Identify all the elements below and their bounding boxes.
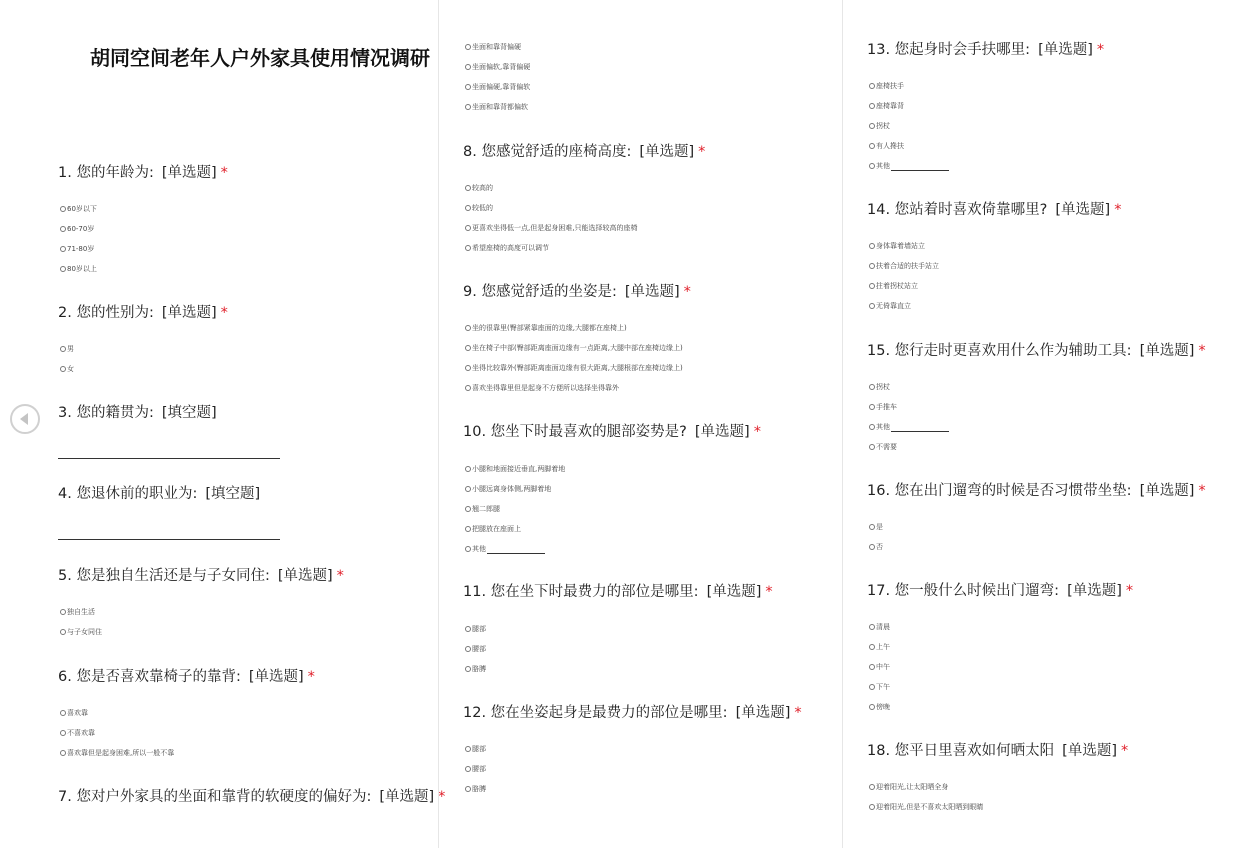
radio-option[interactable] bbox=[869, 141, 904, 151]
option-label: 腿部 bbox=[472, 745, 486, 753]
radio-circle-icon[interactable] bbox=[60, 750, 66, 756]
text-answer-field[interactable] bbox=[58, 458, 280, 459]
option-label: 拐杖 bbox=[876, 122, 890, 130]
question-text: 16. 您在出门遛弯的时候是否习惯带坐垫: bbox=[867, 483, 1132, 499]
radio-circle-icon[interactable] bbox=[465, 185, 471, 191]
radio-circle-icon[interactable] bbox=[60, 629, 66, 635]
question-text: 10. 您坐下时最喜欢的腿部姿势是? bbox=[463, 424, 687, 440]
radio-circle-icon[interactable] bbox=[869, 243, 875, 249]
radio-circle-icon[interactable] bbox=[465, 486, 471, 492]
radio-option[interactable] bbox=[465, 82, 530, 92]
radio-option[interactable] bbox=[869, 442, 897, 452]
question-13 bbox=[867, 40, 1104, 60]
radio-circle-icon[interactable] bbox=[60, 609, 66, 615]
radio-circle-icon[interactable] bbox=[869, 784, 875, 790]
option-label: 与子女同住 bbox=[67, 628, 102, 636]
radio-option[interactable] bbox=[869, 301, 911, 311]
radio-option[interactable] bbox=[869, 241, 925, 251]
radio-circle-icon[interactable] bbox=[465, 746, 471, 752]
radio-option[interactable] bbox=[465, 504, 500, 514]
radio-circle-icon[interactable] bbox=[869, 544, 875, 550]
option-label: 较低的 bbox=[472, 204, 493, 212]
option-label: 坐在椅子中部(臀部距离座面边缘有一点距离,大腿中部在座椅边缘上) bbox=[472, 344, 683, 352]
question-type: [单选题] bbox=[694, 424, 750, 440]
option-label: 坐面和靠背偏硬 bbox=[472, 43, 521, 51]
question-2 bbox=[58, 303, 228, 323]
option-label: 其他 bbox=[876, 423, 890, 431]
option-label: 拐杖 bbox=[876, 383, 890, 391]
radio-option[interactable] bbox=[60, 204, 97, 214]
radio-circle-icon[interactable] bbox=[869, 444, 875, 450]
radio-circle-icon[interactable] bbox=[869, 804, 875, 810]
radio-circle-icon[interactable] bbox=[869, 283, 875, 289]
required-mark: * bbox=[336, 568, 344, 584]
option-label: 清晨 bbox=[876, 623, 890, 631]
option-label: 坐的很靠里(臀部紧靠座面的边缘,大腿都在座椅上) bbox=[472, 324, 627, 332]
survey-column-2 bbox=[438, 0, 842, 848]
option-label: 无倚靠直立 bbox=[876, 302, 911, 310]
question-6 bbox=[58, 667, 315, 687]
other-text-field[interactable] bbox=[487, 547, 545, 554]
radio-option[interactable] bbox=[465, 183, 493, 193]
question-17 bbox=[867, 581, 1133, 601]
question-type: [单选题] bbox=[624, 284, 680, 300]
radio-circle-icon[interactable] bbox=[869, 83, 875, 89]
option-label: 胳膊 bbox=[472, 785, 486, 793]
question-7 bbox=[58, 787, 445, 807]
question-text: 14. 您站着时喜欢倚靠哪里? bbox=[867, 202, 1048, 218]
radio-option[interactable] bbox=[869, 622, 890, 632]
option-label: 较高的 bbox=[472, 184, 493, 192]
radio-option[interactable] bbox=[869, 382, 890, 392]
radio-option[interactable] bbox=[465, 243, 549, 253]
radio-option[interactable] bbox=[869, 522, 883, 532]
radio-option[interactable] bbox=[465, 484, 551, 494]
option-label: 拄着拐杖站立 bbox=[876, 282, 918, 290]
option-label: 男 bbox=[67, 345, 74, 353]
option-label: 迎着阳光,但是不喜欢太阳晒到眼睛 bbox=[876, 803, 984, 811]
question-type: [填空题] bbox=[161, 405, 217, 421]
radio-circle-icon[interactable] bbox=[465, 666, 471, 672]
radio-circle-icon[interactable] bbox=[465, 205, 471, 211]
option-label: 80岁以上 bbox=[67, 265, 97, 273]
question-text: 5. 您是独自生活还是与子女同住: bbox=[58, 568, 270, 584]
radio-circle-icon[interactable] bbox=[869, 424, 875, 430]
question-type: [单选题] bbox=[379, 789, 435, 805]
other-text-field[interactable] bbox=[891, 425, 949, 432]
radio-circle-icon[interactable] bbox=[869, 143, 875, 149]
radio-circle-icon[interactable] bbox=[465, 345, 471, 351]
radio-option[interactable] bbox=[465, 363, 683, 373]
option-label: 身体靠着墙站立 bbox=[876, 242, 925, 250]
required-mark: * bbox=[698, 144, 706, 160]
radio-circle-icon[interactable] bbox=[869, 644, 875, 650]
option-label: 腰部 bbox=[472, 645, 486, 653]
question-4 bbox=[58, 484, 260, 504]
question-text: 11. 您在坐下时最费力的部位是哪里: bbox=[463, 584, 699, 600]
option-label: 坐得比较靠外(臀部距离座面边缘有很大距离,大腿根部在座椅边缘上) bbox=[472, 364, 683, 372]
radio-circle-icon[interactable] bbox=[869, 303, 875, 309]
radio-option[interactable] bbox=[465, 784, 486, 794]
option-label: 不需要 bbox=[876, 443, 897, 451]
radio-option[interactable] bbox=[869, 121, 890, 131]
option-label: 喜欢靠但是起身困难,所以一般不靠 bbox=[67, 749, 175, 757]
radio-circle-icon[interactable] bbox=[60, 226, 66, 232]
radio-option[interactable] bbox=[869, 261, 939, 271]
chevron-left-icon bbox=[20, 413, 28, 425]
radio-circle-icon[interactable] bbox=[465, 365, 471, 371]
previous-page-button[interactable] bbox=[10, 404, 40, 434]
radio-circle-icon[interactable] bbox=[60, 266, 66, 272]
question-type: [单选题] bbox=[1067, 583, 1122, 599]
survey-column-1 bbox=[0, 0, 446, 848]
radio-option[interactable] bbox=[465, 644, 486, 654]
radio-circle-icon[interactable] bbox=[465, 325, 471, 331]
radio-option[interactable] bbox=[60, 607, 95, 617]
question-15 bbox=[867, 341, 1206, 361]
question-text: 3. 您的籍贯为: bbox=[58, 405, 154, 421]
radio-option[interactable] bbox=[60, 264, 97, 274]
option-label: 座椅靠背 bbox=[876, 102, 904, 110]
radio-option[interactable] bbox=[869, 702, 890, 712]
radio-option[interactable] bbox=[465, 624, 486, 634]
radio-option[interactable] bbox=[869, 402, 897, 412]
radio-option[interactable] bbox=[465, 62, 530, 72]
radio-circle-icon[interactable] bbox=[465, 44, 471, 50]
radio-circle-icon[interactable] bbox=[60, 206, 66, 212]
question-type: [单选题] bbox=[1038, 42, 1093, 58]
radio-circle-icon[interactable] bbox=[869, 103, 875, 109]
question-type: [单选题] bbox=[1139, 343, 1195, 359]
required-mark: * bbox=[1125, 583, 1134, 599]
radio-circle-icon[interactable] bbox=[465, 64, 471, 70]
radio-option[interactable] bbox=[465, 764, 486, 774]
question-text: 18. 您平日里喜欢如何晒太阳 bbox=[867, 743, 1055, 759]
question-type: [单选题] bbox=[706, 584, 762, 600]
required-mark: * bbox=[220, 165, 228, 181]
option-label: 不喜欢靠 bbox=[67, 729, 95, 737]
question-type: [单选题] bbox=[277, 568, 333, 584]
radio-option[interactable] bbox=[465, 524, 521, 534]
question-type: [填空题] bbox=[205, 486, 261, 502]
radio-circle-icon[interactable] bbox=[465, 786, 471, 792]
radio-circle-icon[interactable] bbox=[869, 684, 875, 690]
required-mark: * bbox=[1114, 202, 1122, 218]
question-text: 6. 您是否喜欢靠椅子的靠背: bbox=[58, 669, 241, 685]
question-text: 8. 您感觉舒适的座椅高度: bbox=[463, 144, 632, 160]
radio-option[interactable] bbox=[465, 42, 521, 52]
option-label: 座椅扶手 bbox=[876, 82, 904, 90]
radio-option[interactable] bbox=[869, 281, 918, 291]
question-14 bbox=[867, 200, 1121, 220]
radio-option[interactable] bbox=[869, 682, 890, 692]
question-5 bbox=[58, 566, 344, 586]
option-label: 迎着阳光,让太阳晒全身 bbox=[876, 783, 949, 791]
required-mark: * bbox=[753, 424, 761, 440]
radio-option[interactable] bbox=[465, 203, 493, 213]
option-label: 更喜欢坐得低一点,但是起身困难,只能选择较高的座椅 bbox=[472, 224, 638, 232]
option-label: 中午 bbox=[876, 663, 890, 671]
question-3 bbox=[58, 403, 217, 423]
radio-option[interactable] bbox=[869, 782, 948, 792]
required-mark: * bbox=[683, 284, 691, 300]
radio-option[interactable] bbox=[60, 748, 174, 758]
option-label: 胳膊 bbox=[472, 665, 486, 673]
survey-column-3 bbox=[842, 0, 1236, 848]
question-text: 4. 您退休前的职业为: bbox=[58, 486, 198, 502]
required-mark: * bbox=[794, 705, 802, 721]
radio-circle-icon[interactable] bbox=[60, 246, 66, 252]
option-label: 60岁以下 bbox=[67, 205, 97, 213]
option-label: 腿部 bbox=[472, 625, 486, 633]
option-label: 其他 bbox=[472, 545, 486, 553]
option-other[interactable] bbox=[465, 544, 545, 554]
option-label: 傍晚 bbox=[876, 703, 890, 711]
radio-option[interactable] bbox=[465, 102, 528, 112]
option-label: 上午 bbox=[876, 643, 890, 651]
option-label: 71-80岁 bbox=[67, 245, 95, 253]
option-label: 是 bbox=[876, 523, 883, 531]
question-type: [单选题] bbox=[1062, 743, 1117, 759]
radio-circle-icon[interactable] bbox=[465, 104, 471, 110]
option-label: 希望座椅的高度可以调节 bbox=[472, 244, 549, 252]
radio-circle-icon[interactable] bbox=[60, 730, 66, 736]
radio-option[interactable] bbox=[869, 81, 904, 91]
survey-title: 胡同空间老年人户外家具使用情况调研 bbox=[90, 46, 430, 70]
option-label: 腰部 bbox=[472, 765, 486, 773]
question-16 bbox=[867, 481, 1206, 501]
question-18 bbox=[867, 741, 1128, 761]
option-label: 把腿放在座面上 bbox=[472, 525, 521, 533]
radio-option[interactable] bbox=[869, 802, 983, 812]
question-type: [单选题] bbox=[1055, 202, 1111, 218]
radio-circle-icon[interactable] bbox=[465, 225, 471, 231]
question-text: 2. 您的性别为: bbox=[58, 305, 154, 321]
radio-circle-icon[interactable] bbox=[465, 385, 471, 391]
option-label: 喜欢靠 bbox=[67, 709, 88, 717]
option-label: 女 bbox=[67, 365, 74, 373]
radio-option[interactable] bbox=[60, 627, 102, 637]
radio-circle-icon[interactable] bbox=[465, 546, 471, 552]
radio-circle-icon[interactable] bbox=[869, 704, 875, 710]
option-label: 否 bbox=[876, 543, 883, 551]
option-label: 坐面和靠背都偏软 bbox=[472, 103, 528, 111]
question-type: [单选题] bbox=[735, 705, 791, 721]
option-label: 60-70岁 bbox=[67, 225, 95, 233]
radio-option[interactable] bbox=[465, 664, 486, 674]
radio-circle-icon[interactable] bbox=[465, 466, 471, 472]
radio-circle-icon[interactable] bbox=[869, 524, 875, 530]
required-mark: * bbox=[438, 789, 446, 805]
radio-circle-icon[interactable] bbox=[465, 646, 471, 652]
option-other[interactable] bbox=[869, 161, 949, 171]
option-label: 喜欢坐得靠里但是起身不方便所以选择坐得靠外 bbox=[472, 384, 619, 392]
option-label: 翘二郎腿 bbox=[472, 505, 500, 513]
radio-option[interactable] bbox=[60, 224, 94, 234]
text-answer-field[interactable] bbox=[58, 539, 280, 540]
radio-circle-icon[interactable] bbox=[465, 245, 471, 251]
option-label: 坐面偏软,靠背偏硬 bbox=[472, 63, 531, 71]
question-type: [单选题] bbox=[1139, 483, 1195, 499]
option-label: 手推车 bbox=[876, 403, 897, 411]
question-text: 12. 您在坐姿起身是最费力的部位是哪里: bbox=[463, 705, 728, 721]
question-type: [单选题] bbox=[161, 165, 217, 181]
radio-option[interactable] bbox=[60, 244, 94, 254]
required-mark: * bbox=[1096, 42, 1105, 58]
radio-circle-icon[interactable] bbox=[465, 626, 471, 632]
question-text: 17. 您一般什么时候出门遛弯: bbox=[867, 583, 1060, 599]
question-text: 1. 您的年龄为: bbox=[58, 165, 154, 181]
required-mark: * bbox=[1198, 483, 1206, 499]
radio-option[interactable] bbox=[869, 101, 904, 111]
radio-option[interactable] bbox=[60, 728, 95, 738]
question-type: [单选题] bbox=[248, 669, 304, 685]
option-label: 小腿远离身体侧,两脚着地 bbox=[472, 485, 552, 493]
option-label: 小腿和地面接近垂直,两脚着地 bbox=[472, 465, 566, 473]
question-11 bbox=[463, 582, 773, 602]
radio-circle-icon[interactable] bbox=[465, 526, 471, 532]
radio-option[interactable] bbox=[465, 223, 637, 233]
radio-option[interactable] bbox=[869, 662, 890, 672]
question-text: 9. 您感觉舒适的坐姿是: bbox=[463, 284, 617, 300]
required-mark: * bbox=[220, 305, 228, 321]
radio-circle-icon[interactable] bbox=[869, 624, 875, 630]
radio-circle-icon[interactable] bbox=[60, 710, 66, 716]
radio-option[interactable] bbox=[465, 343, 683, 353]
option-label: 其他 bbox=[876, 162, 890, 170]
radio-circle-icon[interactable] bbox=[60, 346, 66, 352]
option-label: 有人搀扶 bbox=[876, 142, 904, 150]
radio-circle-icon[interactable] bbox=[60, 366, 66, 372]
radio-option[interactable] bbox=[465, 323, 627, 333]
required-mark: * bbox=[765, 584, 773, 600]
option-label: 下午 bbox=[876, 683, 890, 691]
radio-option[interactable] bbox=[465, 744, 486, 754]
radio-option[interactable] bbox=[60, 364, 74, 374]
option-label: 坐面偏硬,靠背偏软 bbox=[472, 83, 531, 91]
radio-circle-icon[interactable] bbox=[869, 123, 875, 129]
radio-circle-icon[interactable] bbox=[869, 384, 875, 390]
radio-option[interactable] bbox=[465, 464, 565, 474]
radio-circle-icon[interactable] bbox=[465, 84, 471, 90]
radio-circle-icon[interactable] bbox=[465, 766, 471, 772]
radio-option[interactable] bbox=[465, 383, 619, 393]
question-type: [单选题] bbox=[639, 144, 695, 160]
other-text-field[interactable] bbox=[891, 164, 949, 171]
radio-circle-icon[interactable] bbox=[465, 506, 471, 512]
question-9 bbox=[463, 282, 691, 302]
question-text: 7. 您对户外家具的坐面和靠背的软硬度的偏好为: bbox=[58, 789, 372, 805]
radio-circle-icon[interactable] bbox=[869, 404, 875, 410]
option-label: 扶着合适的扶手站立 bbox=[876, 262, 939, 270]
required-mark: * bbox=[307, 669, 315, 685]
question-10 bbox=[463, 422, 761, 442]
radio-option[interactable] bbox=[60, 708, 88, 718]
question-text: 13. 您起身时会手扶哪里: bbox=[867, 42, 1031, 58]
required-mark: * bbox=[1198, 343, 1206, 359]
option-label: 独自生活 bbox=[67, 608, 95, 616]
radio-circle-icon[interactable] bbox=[869, 664, 875, 670]
question-12 bbox=[463, 703, 802, 723]
radio-option[interactable] bbox=[60, 344, 74, 354]
radio-circle-icon[interactable] bbox=[869, 263, 875, 269]
radio-option[interactable] bbox=[869, 642, 890, 652]
radio-option[interactable] bbox=[869, 542, 883, 552]
required-mark: * bbox=[1121, 743, 1129, 759]
question-type: [单选题] bbox=[161, 305, 217, 321]
radio-circle-icon[interactable] bbox=[869, 163, 875, 169]
question-text: 15. 您行走时更喜欢用什么作为辅助工具: bbox=[867, 343, 1132, 359]
question-1 bbox=[58, 163, 228, 183]
question-8 bbox=[463, 142, 705, 162]
option-other[interactable] bbox=[869, 422, 949, 432]
